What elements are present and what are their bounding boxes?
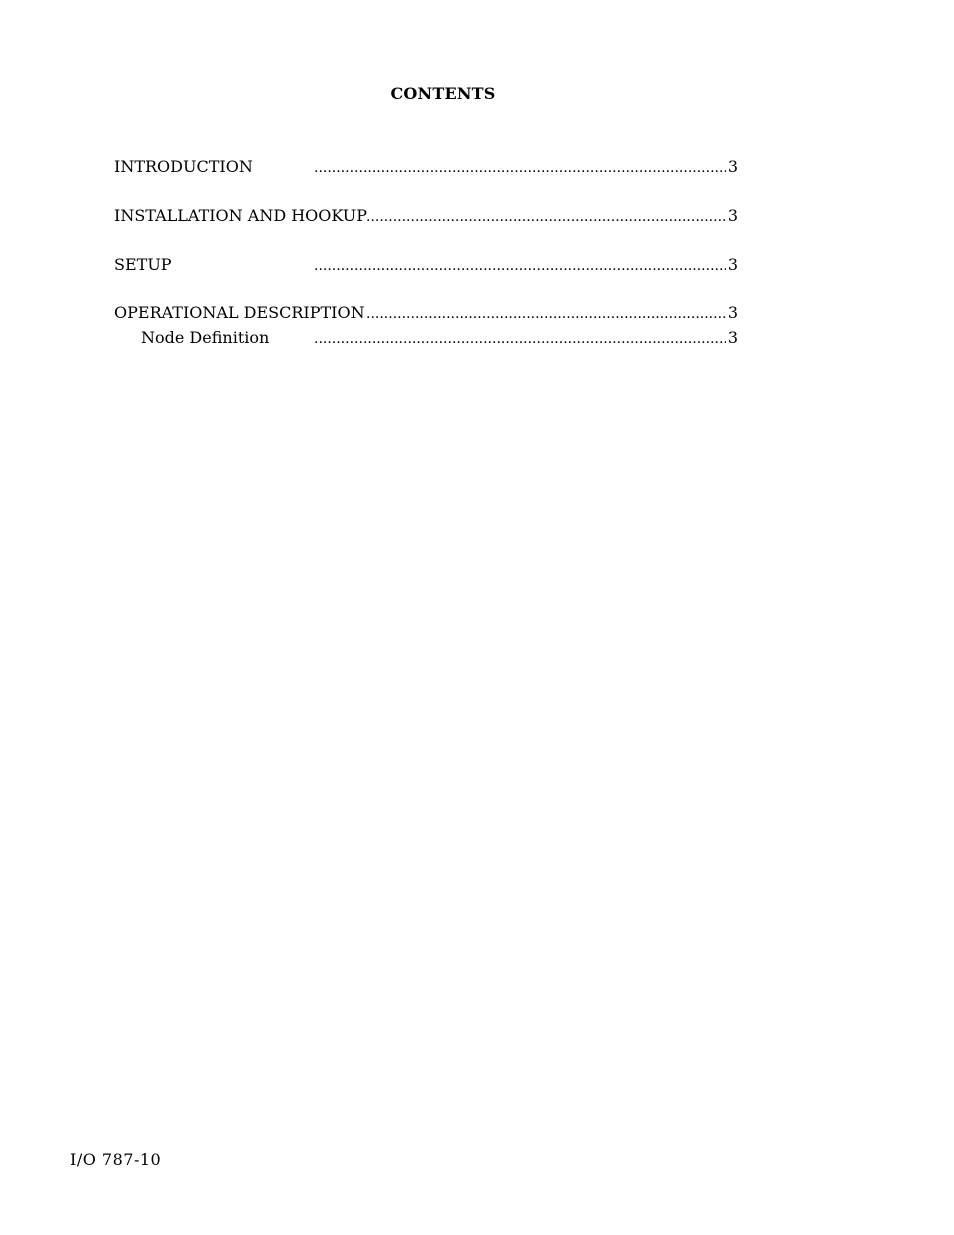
toc-entry-label: INSTALLATION AND HOOKUP	[114, 206, 368, 225]
toc-entry-label: SETUP	[114, 255, 172, 274]
toc-dot-leader	[314, 156, 726, 179]
contents-heading: CONTENTS	[390, 84, 496, 103]
toc-dot-leader	[314, 254, 726, 277]
toc-entry-label: INTRODUCTION	[114, 157, 253, 176]
toc-entry-page: 3	[727, 328, 738, 347]
toc-dot-leader	[366, 205, 726, 228]
toc-entry-operational-description[interactable]	[114, 302, 738, 324]
toc-entry-label: Node Definition	[141, 328, 270, 347]
toc-entry-label: OPERATIONAL DESCRIPTION	[114, 303, 365, 322]
toc-entry-introduction[interactable]	[114, 156, 738, 178]
document-id-footer: I/O 787-10	[70, 1150, 162, 1169]
toc-entry-node-definition[interactable]	[114, 327, 738, 349]
toc-dot-leader	[314, 327, 726, 350]
toc-entry-page: 3	[727, 157, 738, 176]
toc-dot-leader	[366, 302, 726, 325]
toc-entry-page: 3	[727, 303, 738, 322]
toc-entry-page: 3	[727, 206, 738, 225]
toc-entry-setup[interactable]	[114, 254, 738, 276]
toc-entry-page: 3	[727, 255, 738, 274]
toc-entry-installation-and-hookup[interactable]	[114, 205, 738, 227]
